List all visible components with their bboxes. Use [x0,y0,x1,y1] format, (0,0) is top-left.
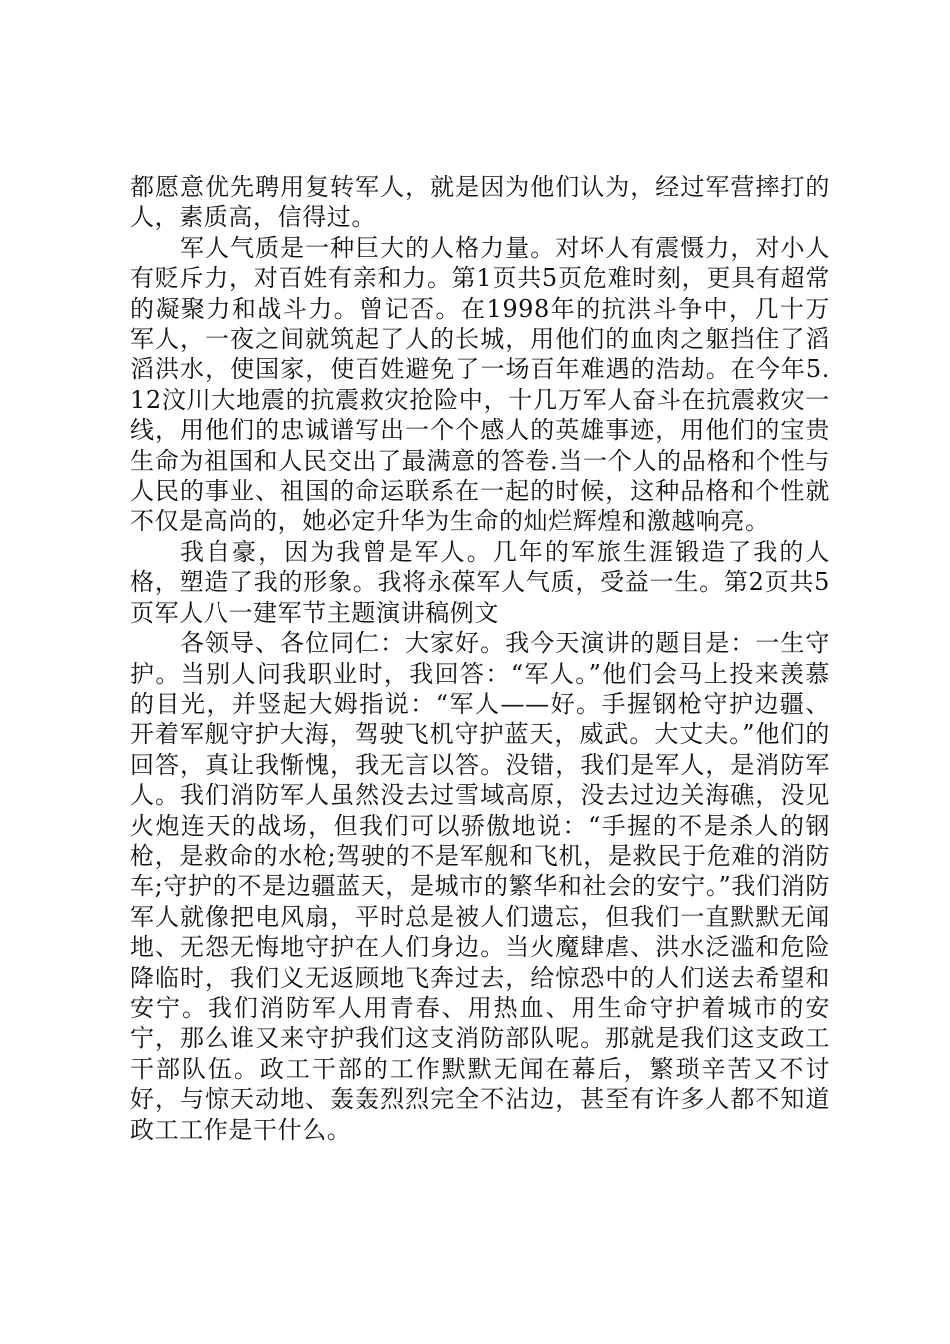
paragraph-2: 军人气质是一种巨大的人格力量。对坏人有震慑力，对小人有贬斥力，对百姓有亲和力。第1页共5页危难时刻，更具有超常的凝聚力和战斗力。曾记否。在1998年的抗洪斗争中，几十万军人，一夜之间就筑起了人的长城，用他们的血肉之躯挡住了滔滔洪水，使国家，使百姓避免了一场百年难遇的浩劫。在今年5.12汶川大地震的抗震救灾抢险中，十几万军人奋斗在抗震救灾一线，用他们的忠诚谱写出一个个感人的英雄事迹，用他们的宝贵生命为祖国和人民交出了最满意的答卷.当一个人的品格和个性与人民的事业、祖国的命运联系在一起的时候，这种品格和个性就不仅是高尚的，她必定升华为生命的灿烂辉煌和激越响亮。 [130,233,830,536]
paragraph-4: 各领导、各位同仁：大家好。我今天演讲的题目是：一生守护。当别人问我职业时，我回答：“军人。”他们会马上投来羡慕的目光，并竖起大姆指说：“军人——好。手握钢枪守护边疆、开着军舰守护大海，驾驶飞机守护蓝天，威武。大丈夫。”他们的回答，真让我惭愧，我无言以答。没错，我们是军人，是消防军人。我们消防军人虽然没去过雪域高原，没去过边关海礁，没见火炮连天的战场，但我们可以骄傲地说：“手握的不是杀人的钢枪，是救命的水枪;驾驶的不是军舰和飞机，是救民于危难的消防车;守护的不是边疆蓝天，是城市的繁华和社会的安宁。”我们消防军人就像把电风扇，平时总是被人们遗忘，但我们一直默默无闻地、无怨无悔地守护在人们身边。当火魔肆虐、洪水泛滥和危险降临时，我们义无返顾地飞奔过去，给惊恐中的人们送去希望和安宁。我们消防军人用青春、用热血、用生命守护着城市的安宁，那么谁又来守护我们这支消防部队呢。那就是我们这支政工干部队伍。政工干部的工作默默无闻在幕后，繁琐辛苦又不讨好，与惊天动地、轰轰烈烈完全不沾边，甚至有许多人都不知道政工工作是干什么。 [130,629,830,1144]
paragraph-1: 都愿意优先聘用复转军人，就是因为他们认为，经过军营摔打的人，素质高，信得过。 [130,173,830,232]
document-body [130,172,830,1145]
paragraph-3: 我自豪，因为我曾是军人。几年的军旅生涯锻造了我的人格，塑造了我的形象。我将永葆军人气质，受益一生。第2页共5页军人八一建军节主题演讲稿例文 [130,537,830,627]
